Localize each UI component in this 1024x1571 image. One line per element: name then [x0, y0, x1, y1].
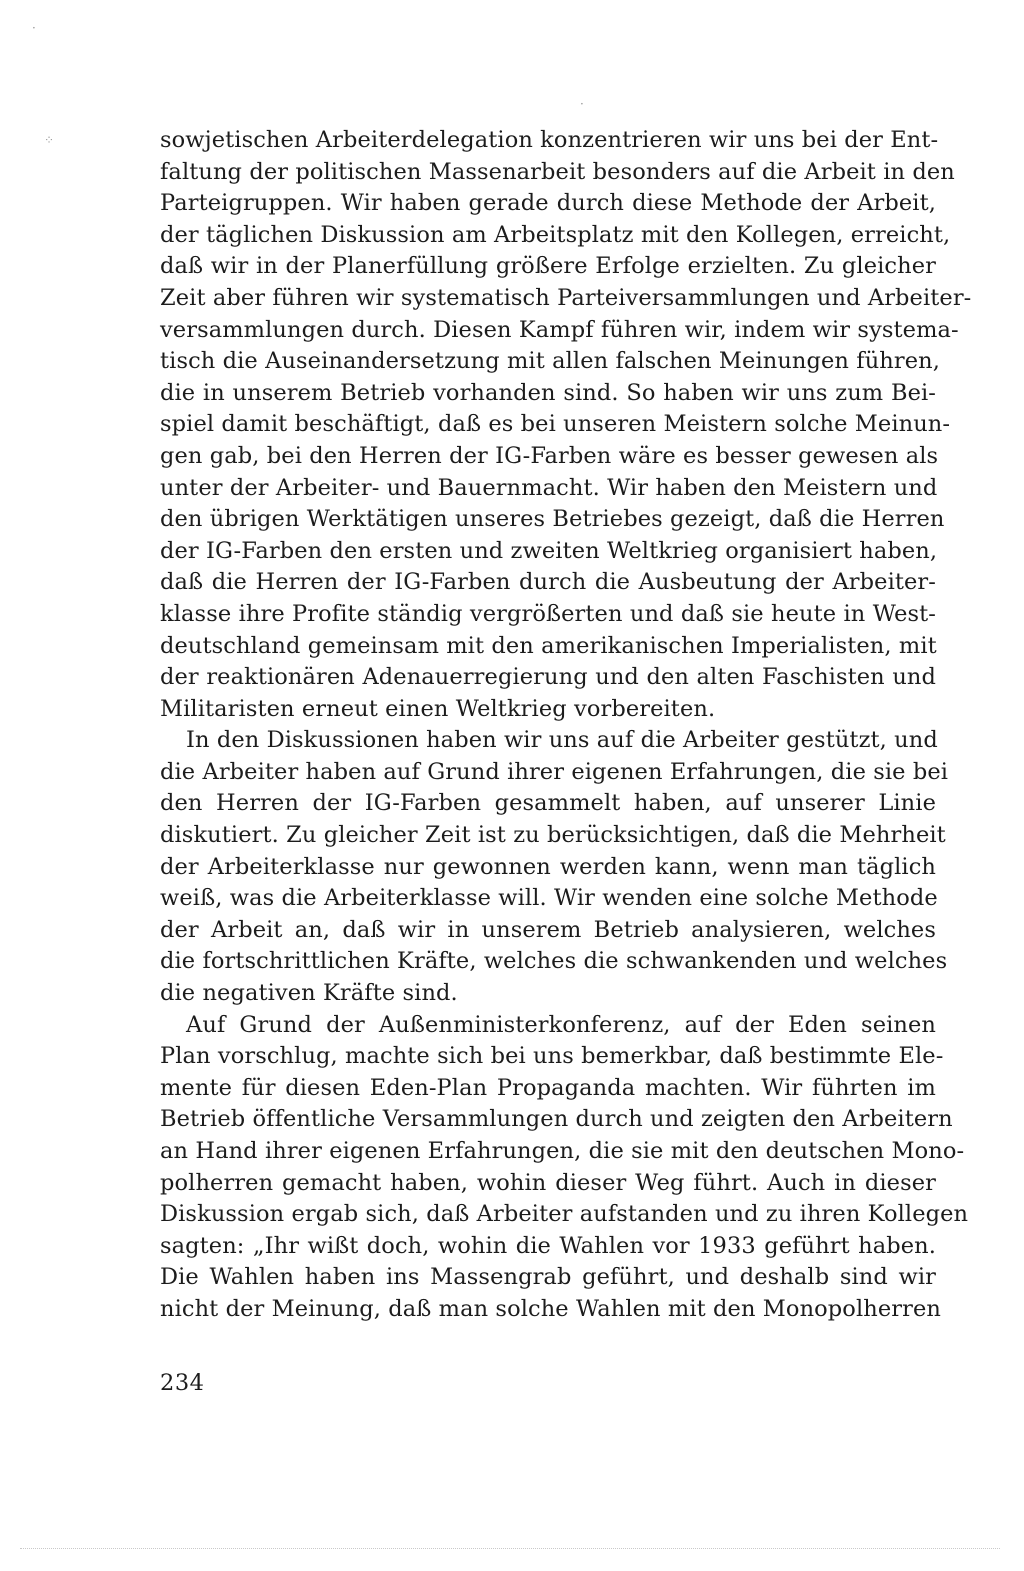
page-number: 234 [160, 1370, 205, 1396]
text-line: Zeit aber führen wir systematisch Parteiversammlungen und Arbeiter- [160, 284, 972, 311]
text-line: der täglichen Diskussion am Arbeitsplatz mit den Kollegen, erreicht, [160, 221, 951, 248]
text-line: die in unserem Betrieb vorhanden sind. So haben wir uns zum Bei- [160, 379, 936, 406]
text-line: diskutiert. Zu gleicher Zeit ist zu berücksichtigen, daß die Mehrheit [160, 822, 946, 849]
text-line: unter der Arbeiter- und Bauernmacht. Wir haben den Meistern und [160, 474, 938, 501]
text-line: spiel damit beschäftigt, daß es bei unseren Meistern solche Meinun- [160, 411, 951, 438]
paragraph-start-line: Auf Grund der Außenministerkonferenz, auf der Eden seinen [186, 1011, 936, 1038]
text-line: versammlungen durch. Diesen Kampf führen wir, indem wir systema- [160, 316, 959, 343]
text-line: den übrigen Werktätigen unseres Betriebes gezeigt, daß die Herren [160, 506, 945, 533]
scan-speck-dot: · [32, 21, 36, 35]
text-line: sowjetischen Arbeiterdelegation konzentrieren wir uns bei der Ent- [160, 127, 939, 153]
text-line: Diskussion ergab sich, daß Arbeiter aufstanden und zu ihren Kollegen [160, 1201, 969, 1228]
paragraph-end-line: Militaristen erneut einen Weltkrieg vorbereiten. [160, 695, 716, 722]
text-line: an Hand ihrer eigenen Erfahrungen, die sie mit den deutschen Mono- [160, 1138, 965, 1164]
scan-edge-noise [20, 1548, 1000, 1550]
text-line: der IG-Farben den ersten und zweiten Weltkrieg organisiert haben, [160, 537, 938, 564]
text-line: Parteigruppen. Wir haben gerade durch diese Methode der Arbeit, [160, 190, 936, 217]
body-text [160, 125, 972, 1326]
paragraph-start-line: In den Diskussionen haben wir uns auf die Arbeiter gestützt, und [186, 727, 938, 754]
text-line: klasse ihre Profite ständig vergrößerten und daß sie heute in West- [160, 600, 936, 627]
text-line: der Arbeit an, daß wir in unserem Betrieb analysieren, welches [160, 916, 936, 943]
text-line: faltung der politischen Massenarbeit besonders auf die Arbeit in den [160, 158, 955, 185]
text-line: gen gab, bei den Herren der IG-Farben wäre es besser gewesen als [160, 442, 939, 469]
text-line: deutschland gemeinsam mit den amerikanischen Imperialisten, mit [160, 632, 937, 659]
text-line: die Arbeiter haben auf Grund ihrer eigenen Erfahrungen, die sie bei [160, 758, 949, 785]
text-line: daß die Herren der IG-Farben durch die Ausbeutung der Arbeiter- [160, 569, 936, 596]
paragraph-end-line: die negativen Kräfte sind. [160, 980, 458, 1007]
text-line: mente für diesen Eden-Plan Propaganda machten. Wir führten im [160, 1074, 936, 1101]
scan-speck-dot: · [580, 97, 584, 111]
text-line: weiß, was die Arbeiterklasse will. Wir wenden eine solche Methode [160, 885, 938, 912]
text-line: den Herren der IG-Farben gesammelt haben, auf unserer Linie [160, 790, 936, 817]
text-line: Plan vorschlug, machte sich bei uns bemerkbar, daß bestimmte Ele- [160, 1043, 944, 1070]
scan-speck-mark: ⁘ [44, 133, 55, 147]
text-line: der reaktionären Adenauerregierung und den alten Faschisten und [160, 664, 936, 691]
text-line: nicht der Meinung, daß man solche Wahlen mit den Monopolherren [160, 1295, 941, 1322]
text-line: polherren gemacht haben, wohin dieser Weg führt. Auch in dieser [160, 1169, 936, 1196]
text-line: tisch die Auseinandersetzung mit allen falschen Meinungen führen, [160, 348, 940, 375]
text-line: daß wir in der Planerfüllung größere Erfolge erzielten. Zu gleicher [160, 253, 936, 280]
text-line: die fortschrittlichen Kräfte, welches die schwankenden und welches [160, 948, 948, 975]
text-line: der Arbeiterklasse nur gewonnen werden kann, wenn man täglich [160, 853, 936, 880]
text-line: sagten: „Ihr wißt doch, wohin die Wahlen vor 1933 geführt haben. [160, 1232, 936, 1259]
text-line: Betrieb öffentliche Versammlungen durch und zeigten den Arbeitern [160, 1106, 953, 1133]
text-line: Die Wahlen haben ins Massengrab geführt, und deshalb sind wir [160, 1264, 936, 1291]
